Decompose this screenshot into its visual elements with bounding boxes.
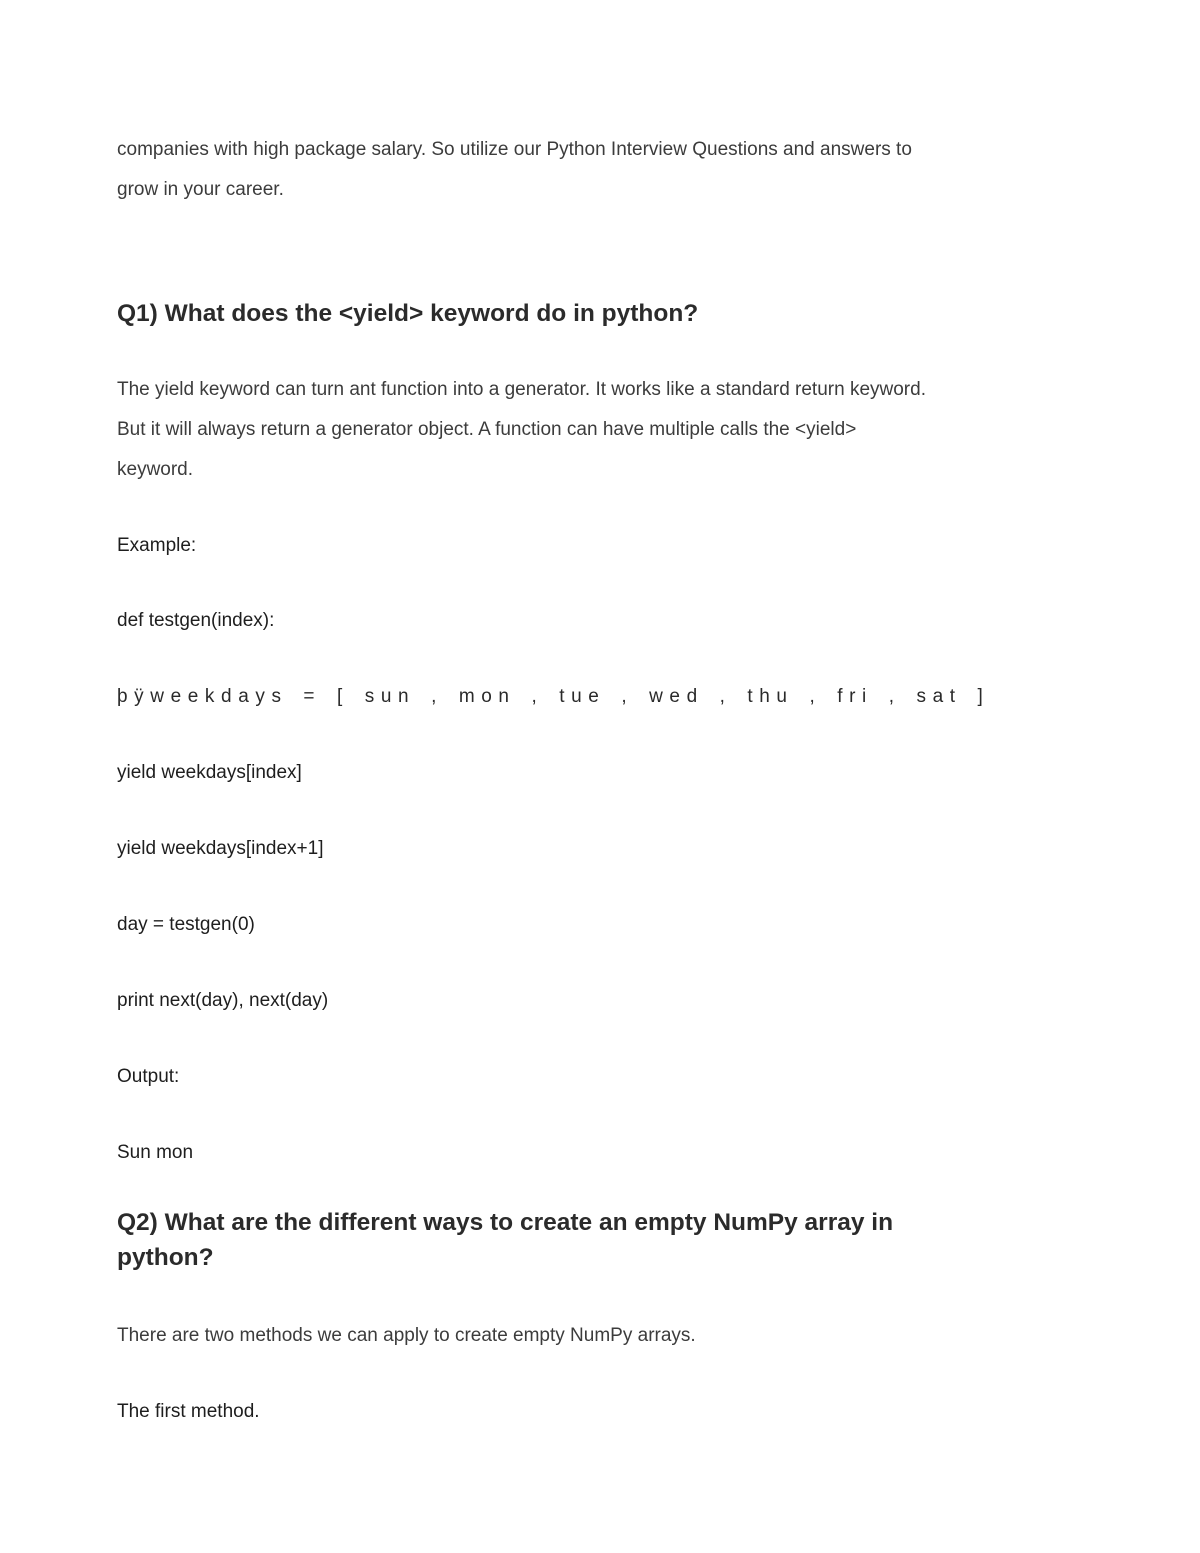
example-label: Example: <box>117 535 197 556</box>
q2-heading-line-1: Q2) What are the different ways to create an empty NumPy array in <box>117 1209 894 1236</box>
q1-heading: Q1) What does the <yield> keyword do in python? <box>117 300 699 327</box>
q2-first-method: The first method. <box>117 1401 260 1422</box>
intro-line-1: companies with high package salary. So utilize our Python Interview Questions and answers to <box>117 139 912 160</box>
code-line-yield-1: yield weekdays[index] <box>117 762 302 783</box>
output-value: Sun mon <box>117 1142 194 1163</box>
q1-answer-line-3: keyword. <box>117 459 194 480</box>
intro-line-2: grow in your career. <box>117 179 284 200</box>
q2-answer: There are two methods we can apply to create empty NumPy arrays. <box>117 1325 696 1346</box>
output-label: Output: <box>117 1066 180 1087</box>
code-line-yield-2: yield weekdays[index+1] <box>117 838 324 859</box>
code-line-weekdays: þÿweekdays = [ sun , mon , tue , wed , thu , fri , sat ] <box>117 686 990 707</box>
code-line-print: print next(day), next(day) <box>117 990 329 1011</box>
q1-answer-line-1: The yield keyword can turn ant function into a generator. It works like a standard return keyword. <box>117 379 926 400</box>
q2-heading-line-2: python? <box>117 1244 214 1271</box>
code-line-day: day = testgen(0) <box>117 914 255 935</box>
q1-answer-line-2: But it will always return a generator object. A function can have multiple calls the <yield> <box>117 419 857 440</box>
code-line-def: def testgen(index): <box>117 610 275 631</box>
